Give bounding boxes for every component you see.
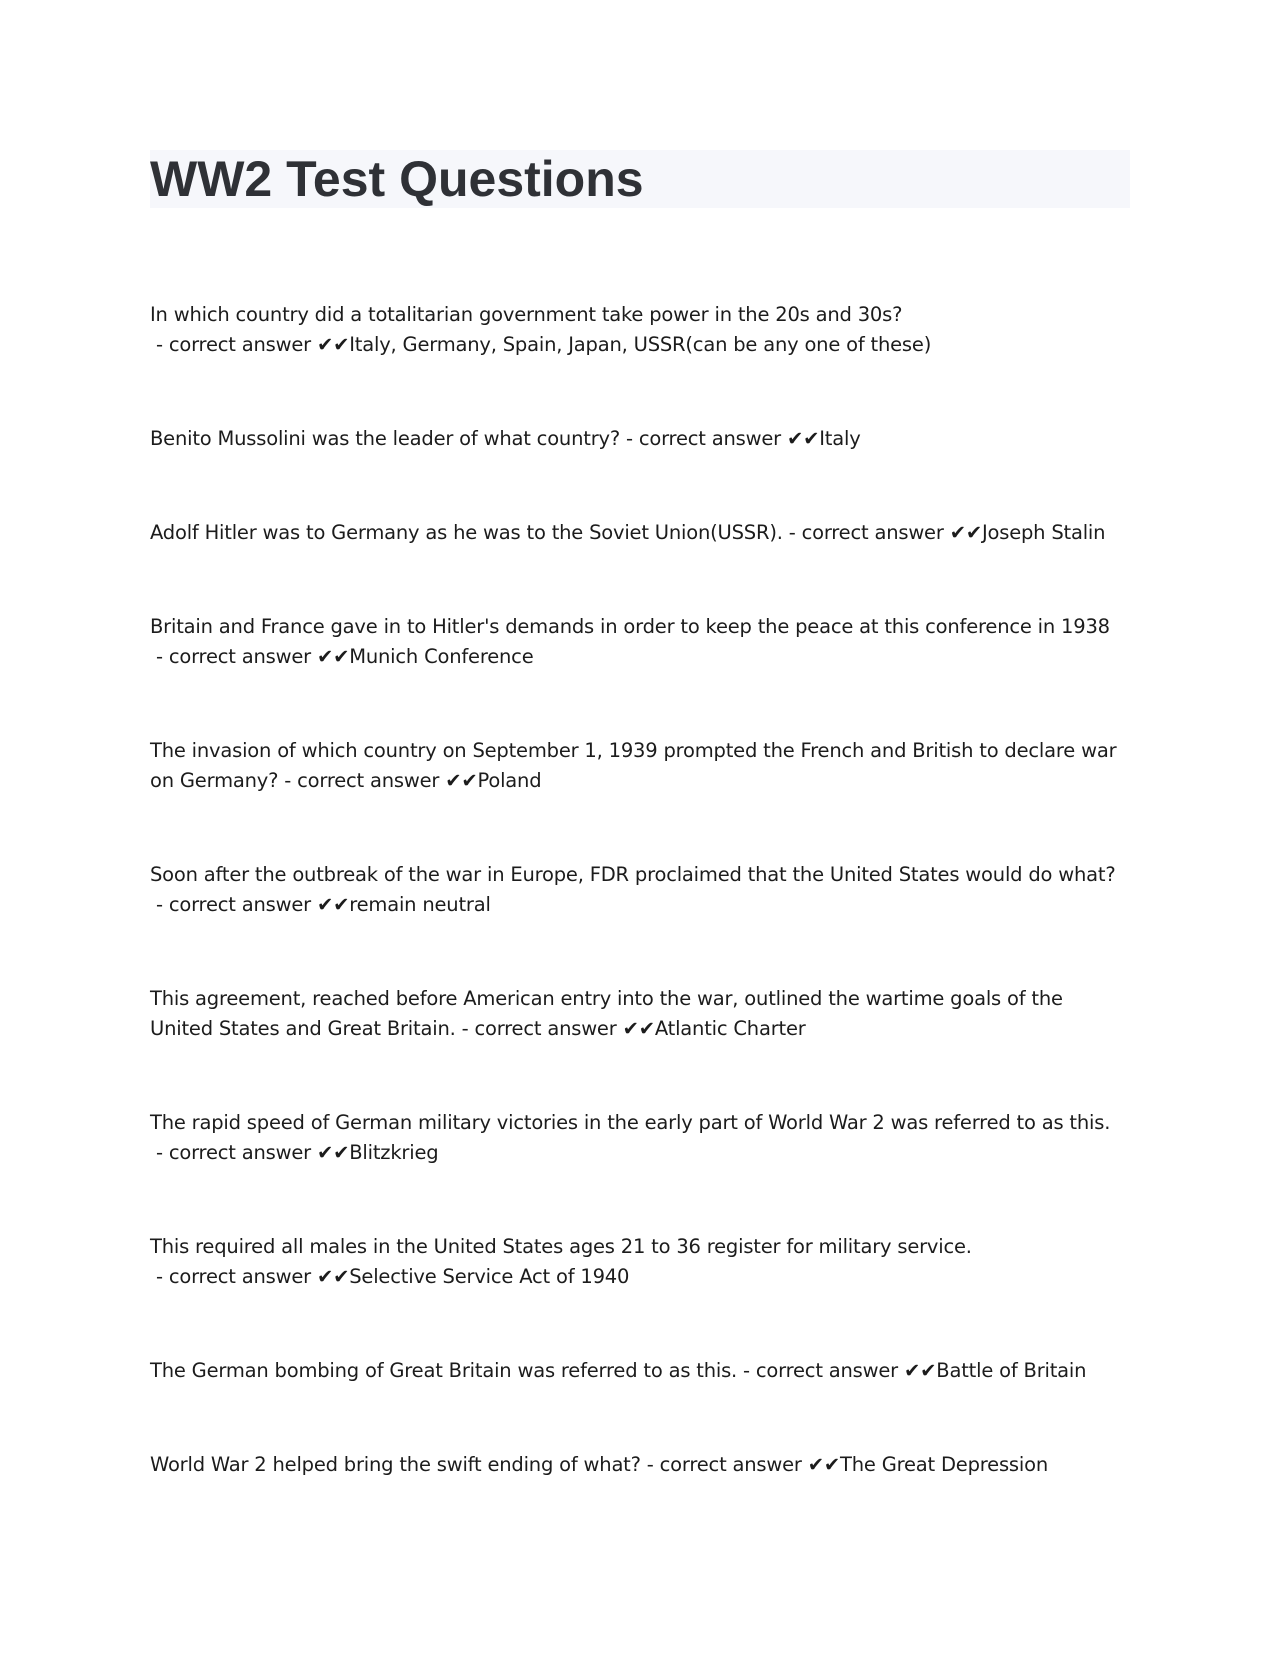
qa-item — [150, 1356, 1130, 1386]
title-banner — [150, 150, 1130, 208]
check-marks-icon: ✔✔ — [949, 521, 982, 544]
check-marks-icon: ✔✔ — [807, 1453, 841, 1476]
question-text: Benito Mussolini was the leader of what country? — [150, 427, 620, 450]
question-text: This required all males in the United States ages 21 to 36 register for military service. — [150, 1235, 972, 1258]
answer-separator: - correct answer — [150, 893, 317, 916]
answer-text: Italy — [819, 427, 861, 450]
answer-separator: - correct answer — [737, 1359, 905, 1382]
answer-text: Blitzkrieg — [349, 1141, 439, 1164]
check-marks-icon: ✔✔ — [904, 1359, 937, 1382]
check-marks-icon: ✔✔ — [316, 1141, 350, 1164]
answer-separator: - correct answer — [278, 769, 446, 792]
answer-text: remain neutral — [349, 893, 491, 916]
answer-text: Battle of Britain — [936, 1359, 1087, 1382]
qa-item — [150, 984, 1130, 1044]
qa-item — [150, 1108, 1130, 1168]
question-list — [150, 300, 1130, 1480]
check-marks-icon: ✔✔ — [316, 645, 350, 668]
answer-separator: - correct answer — [150, 1141, 317, 1164]
check-marks-icon: ✔✔ — [622, 1017, 655, 1040]
question-text: In which country did a totalitarian government take power in the 20s and 30s? — [150, 303, 903, 326]
question-text: Britain and France gave in to Hitler's demands in order to keep the peace at this conference in 1938 — [150, 615, 1110, 638]
question-text: Adolf Hitler was to Germany as he was to the Soviet Union(USSR). — [150, 521, 783, 544]
question-text: World War 2 helped bring the swift ending of what? — [150, 1453, 641, 1476]
question-text: This agreement, reached before American entry into the war, outlined the wartime goals of the United States and Great Britain. — [150, 987, 1063, 1040]
document-title: WW2 Test Questions — [150, 151, 644, 207]
answer-text: Poland — [477, 769, 542, 792]
answer-separator: - correct answer — [150, 333, 317, 356]
qa-item — [150, 736, 1130, 796]
check-marks-icon: ✔✔ — [316, 333, 350, 356]
question-text: The rapid speed of German military victories in the early part of World War 2 was referred to as this. — [150, 1111, 1111, 1134]
qa-item — [150, 518, 1130, 548]
answer-text: Munich Conference — [349, 645, 534, 668]
answer-text: Joseph Stalin — [981, 521, 1106, 544]
answer-text: Selective Service Act of 1940 — [349, 1265, 630, 1288]
qa-item — [150, 1232, 1130, 1292]
check-marks-icon: ✔✔ — [316, 1265, 350, 1288]
check-marks-icon: ✔✔ — [316, 893, 350, 916]
answer-text: Atlantic Charter — [654, 1017, 806, 1040]
qa-item — [150, 1450, 1130, 1480]
answer-text: Italy, Germany, Spain, Japan, USSR(can be any one of these) — [349, 333, 932, 356]
qa-item — [150, 424, 1130, 454]
question-text: Soon after the outbreak of the war in Europe, FDR proclaimed that the United States would do what? — [150, 863, 1116, 886]
qa-item — [150, 612, 1130, 672]
qa-item — [150, 860, 1130, 920]
answer-text: The Great Depression — [840, 1453, 1048, 1476]
qa-item — [150, 300, 1130, 360]
answer-separator: - correct answer — [640, 1453, 808, 1476]
check-marks-icon: ✔✔ — [445, 769, 478, 792]
check-marks-icon: ✔✔ — [786, 427, 820, 450]
answer-separator: - correct answer — [782, 521, 950, 544]
answer-separator: - correct answer — [150, 1265, 317, 1288]
answer-separator: - correct answer — [150, 645, 317, 668]
question-text: The invasion of which country on September 1, 1939 prompted the French and British to declare war on Germany? — [150, 739, 1117, 792]
answer-separator: - correct answer — [455, 1017, 623, 1040]
question-text: The German bombing of Great Britain was referred to as this. — [150, 1359, 738, 1382]
answer-separator: - correct answer — [620, 427, 787, 450]
